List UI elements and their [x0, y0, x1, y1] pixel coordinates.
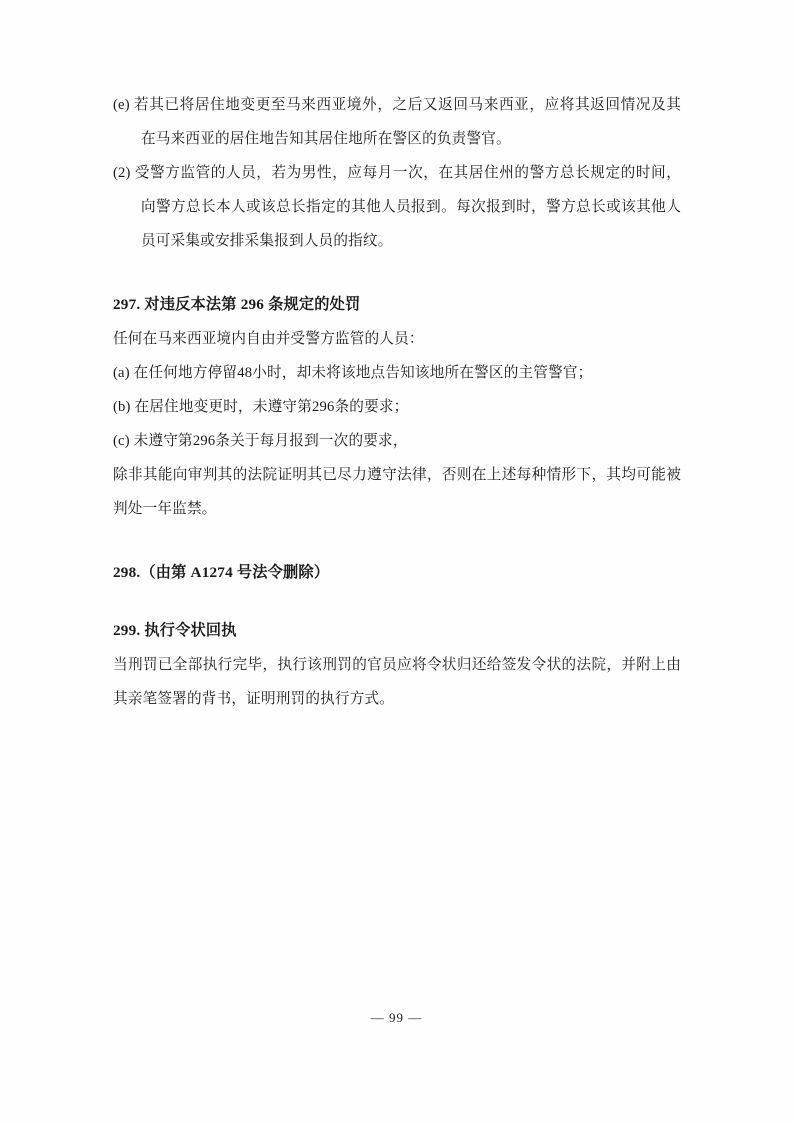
paragraph-clause-e: (e) 若其已将居住地变更至马来西亚境外，之后又返回马来西亚，应将其返回情况及其在马来西亚的居住地告知其居住地所在警区的负责警官。: [113, 97, 681, 147]
section-heading-299: 299. 执行令状回执: [113, 622, 237, 639]
section-heading-298: 298.（由第 A1274 号法令删除）: [113, 564, 330, 581]
paragraph-299: 当刑罚已全部执行完毕，执行该刑罚的官员应将令状归还给签发令状的法院，并附上由其亲笔签署的背书，证明刑罚的执行方式。: [113, 657, 681, 707]
paragraph-297-tail: 除非其能向审判其的法院证明其已尽力遵守法律，否则在上述每种情形下，其均可能被判处一年监禁。: [113, 467, 681, 517]
spacer: [113, 526, 681, 556]
spacer: [113, 258, 681, 288]
page-content: [113, 88, 681, 716]
paragraph-297-b: (b) 在居住地变更时，未遵守第296条的要求；: [113, 399, 409, 415]
spacer: [113, 590, 681, 614]
paragraph-297-a: (a) 在任何地方停留48小时，却未将该地点告知该地所在警区的主管警官；: [113, 365, 593, 381]
page-number: — 99 —: [370, 1010, 423, 1025]
paragraph-297-c: (c) 未遵守第296条关于每月报到一次的要求，: [113, 433, 408, 449]
paragraph-subsection-2: (2) 受警方监管的人员，若为男性，应每月一次，在其居住州的警方总长规定的时间，向警方总长本人或该总长指定的其他人员报到。每次报到时，警方总长或该其他人员可采集或安排采集报到人员的指纹。: [113, 165, 681, 249]
paragraph-297-intro: 任何在马来西亚境内自由并受警方监管的人员：: [113, 331, 424, 347]
section-heading-297: 297. 对违反本法第 296 条规定的处罚: [113, 296, 361, 313]
